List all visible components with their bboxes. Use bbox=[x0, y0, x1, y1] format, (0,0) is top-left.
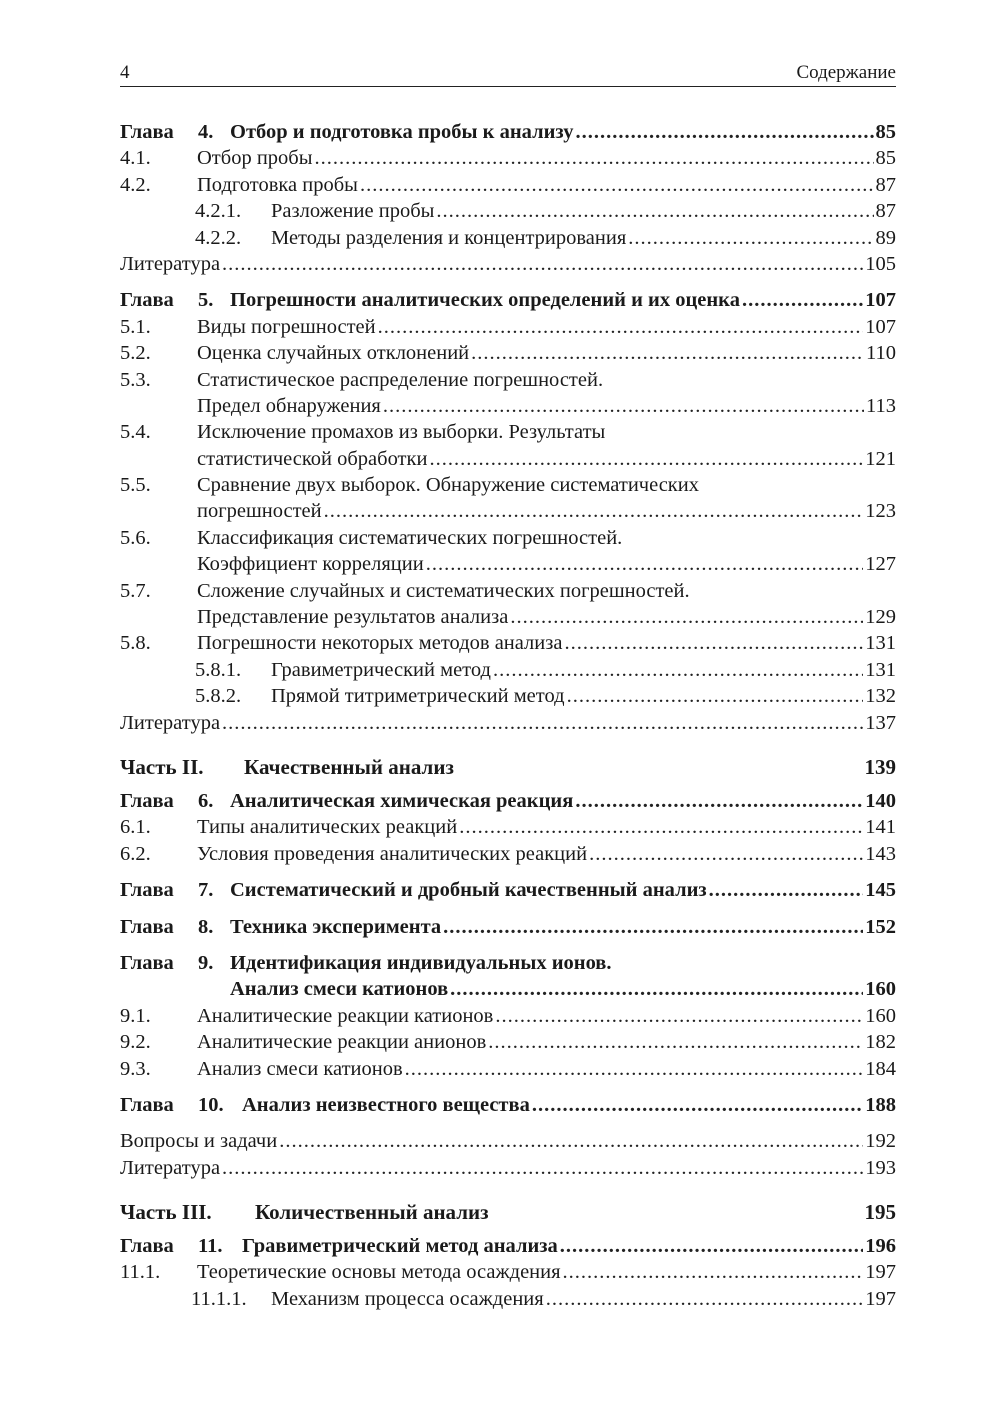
dot-leader bbox=[405, 1056, 864, 1082]
section-number: 5.6. bbox=[120, 526, 151, 549]
toc-section bbox=[120, 419, 896, 445]
dot-leader bbox=[315, 145, 874, 171]
toc-section bbox=[120, 578, 896, 604]
chapter-title: Аналитическая химическая реакция bbox=[230, 789, 574, 812]
toc-chapter bbox=[120, 287, 896, 313]
chapter-title: Отбор и подготовка пробы к анализу bbox=[230, 121, 574, 143]
chapter-page: 152 bbox=[865, 915, 896, 938]
part-page: 195 bbox=[864, 1200, 896, 1225]
section-title: Сравнение двух выборок. Обнаружение систематических bbox=[197, 474, 699, 497]
subsection-title: Механизм процесса осаждения bbox=[271, 1287, 544, 1310]
section-entry bbox=[197, 814, 896, 840]
subsection-number: 5.8.1. bbox=[195, 658, 242, 681]
chapter-page: 107 bbox=[865, 289, 896, 312]
section-number: 5.1. bbox=[120, 315, 151, 338]
section-title: Типы аналитических реакций bbox=[197, 816, 458, 839]
chapter-word: Глава bbox=[120, 789, 174, 812]
section-page: 110 bbox=[866, 342, 896, 365]
section-title: Представление результатов анализа bbox=[197, 606, 509, 629]
section-number: 4.1. bbox=[120, 147, 151, 170]
spacer bbox=[120, 277, 896, 287]
part-word: Часть II. bbox=[120, 754, 204, 779]
section-entry bbox=[197, 551, 896, 577]
section-entry bbox=[197, 1003, 896, 1029]
chapter-page: 140 bbox=[865, 789, 896, 812]
dot-leader bbox=[436, 198, 873, 224]
misc-entry bbox=[120, 1155, 896, 1181]
dot-leader bbox=[567, 683, 864, 709]
dot-leader bbox=[222, 251, 863, 277]
dot-leader bbox=[222, 1155, 863, 1181]
part-title: Качественный анализ bbox=[244, 754, 454, 779]
toc-section bbox=[120, 1003, 896, 1029]
chapter-number: 7. bbox=[198, 879, 214, 902]
toc-subsection bbox=[120, 225, 896, 251]
dot-leader bbox=[222, 710, 863, 736]
spacer bbox=[120, 904, 896, 914]
toc-section bbox=[120, 340, 896, 366]
section-number: 5.5. bbox=[120, 474, 151, 497]
toc-chapter-cont bbox=[120, 976, 896, 1002]
chapter-word: Глава bbox=[120, 289, 174, 312]
misc-page: 105 bbox=[865, 252, 896, 275]
chapter-title: Систематический и дробный качественный анализ bbox=[230, 879, 707, 902]
spacer bbox=[120, 867, 896, 877]
chapter-number: 10. bbox=[198, 1093, 224, 1116]
dot-leader bbox=[488, 1029, 863, 1055]
section-entry bbox=[197, 145, 896, 171]
toc-chapter bbox=[120, 950, 896, 976]
section-page: 85 bbox=[875, 147, 896, 170]
section-title: Исключение промахов из выборки. Результаты bbox=[197, 421, 606, 444]
toc-section bbox=[120, 472, 896, 498]
toc-subsection bbox=[120, 1286, 896, 1312]
subsection-page: 132 bbox=[865, 685, 896, 708]
section-number: 6.2. bbox=[120, 842, 151, 865]
chapter-page: 196 bbox=[865, 1235, 896, 1258]
chapter-entry bbox=[230, 976, 896, 1002]
dot-leader bbox=[709, 877, 864, 903]
subsection-page: 89 bbox=[875, 226, 896, 249]
toc-subsection bbox=[120, 198, 896, 224]
dot-leader bbox=[589, 841, 863, 867]
spacer bbox=[120, 1118, 896, 1128]
section-title: Подготовка пробы bbox=[197, 173, 358, 196]
toc-section-cont bbox=[120, 604, 896, 630]
section-entry bbox=[197, 604, 896, 630]
toc-misc bbox=[120, 710, 896, 736]
section-title: Условия проведения аналитических реакций bbox=[197, 842, 588, 865]
chapter-title: Анализ смеси катионов bbox=[230, 978, 449, 1001]
subsection-entry bbox=[271, 225, 896, 251]
section-number: 9.2. bbox=[120, 1031, 151, 1054]
dot-leader bbox=[443, 914, 863, 940]
misc-title: Литература bbox=[120, 252, 221, 275]
part-title: Количественный анализ bbox=[255, 1200, 489, 1225]
section-title: Теоретические основы метода осаждения bbox=[197, 1261, 561, 1284]
section-title: Аналитические реакции анионов bbox=[197, 1031, 487, 1054]
section-entry bbox=[197, 1259, 896, 1285]
misc-title: Литература bbox=[120, 1156, 221, 1179]
section-number: 9.3. bbox=[120, 1057, 151, 1080]
toc-part bbox=[120, 1195, 896, 1229]
toc-misc bbox=[120, 1155, 896, 1181]
section-page: 123 bbox=[865, 500, 896, 523]
running-title: Содержание bbox=[796, 62, 896, 83]
subsection-title: Разложение пробы bbox=[271, 200, 435, 223]
chapter-entry bbox=[242, 1092, 896, 1118]
toc-section-cont bbox=[120, 551, 896, 577]
dot-leader bbox=[546, 1286, 864, 1312]
dot-leader bbox=[742, 287, 863, 313]
toc-chapter bbox=[120, 1092, 896, 1118]
subsection-number: 4.2.1. bbox=[195, 200, 242, 223]
dot-leader bbox=[575, 788, 863, 814]
section-title: Сложение случайных и систематических погрешностей. bbox=[197, 579, 690, 602]
section-entry bbox=[197, 841, 896, 867]
section-entry bbox=[197, 340, 896, 366]
spacer bbox=[120, 940, 896, 950]
section-entry bbox=[197, 314, 896, 340]
chapter-number: 11. bbox=[198, 1235, 223, 1258]
section-entry bbox=[197, 172, 896, 198]
toc-section bbox=[120, 814, 896, 840]
section-title: Предел обнаружения bbox=[197, 394, 381, 417]
dot-leader bbox=[628, 225, 873, 251]
section-page: 129 bbox=[865, 606, 896, 629]
toc-section bbox=[120, 525, 896, 551]
toc-chapter bbox=[120, 877, 896, 903]
part-page: 139 bbox=[864, 754, 896, 779]
subsection-number: 11.1.1. bbox=[191, 1287, 247, 1310]
section-title: Аналитические реакции катионов bbox=[197, 1004, 494, 1027]
chapter-number: 5. bbox=[198, 289, 214, 312]
chapter-title: Техника эксперимента bbox=[230, 915, 442, 938]
toc-chapter bbox=[120, 788, 896, 814]
section-title: Погрешности некоторых методов анализа bbox=[197, 632, 563, 655]
toc-chapter bbox=[120, 914, 896, 940]
section-entry bbox=[197, 1029, 896, 1055]
toc-section-cont bbox=[120, 446, 896, 472]
toc-section bbox=[120, 172, 896, 198]
subsection-page: 87 bbox=[875, 200, 896, 223]
section-title: Классификация систематических погрешностей. bbox=[197, 526, 623, 549]
misc-title: Вопросы и задачи bbox=[120, 1130, 278, 1153]
section-number: 5.3. bbox=[120, 368, 151, 391]
chapter-title: Идентификация индивидуальных ионов. bbox=[230, 951, 612, 974]
section-number: 5.7. bbox=[120, 579, 151, 602]
dot-leader bbox=[426, 551, 864, 577]
dot-leader bbox=[360, 172, 874, 198]
dot-leader bbox=[563, 1259, 864, 1285]
page-number: 4 bbox=[120, 62, 130, 83]
chapter-page: 188 bbox=[865, 1093, 896, 1116]
chapter-title: Гравиметрический метод анализа bbox=[242, 1235, 558, 1258]
dot-leader bbox=[493, 657, 863, 683]
toc-section bbox=[120, 145, 896, 171]
misc-entry bbox=[120, 1128, 896, 1154]
chapter-entry bbox=[230, 788, 896, 814]
section-page: 131 bbox=[865, 632, 896, 655]
chapter-number: 4. bbox=[198, 121, 214, 143]
table-of-contents bbox=[120, 119, 896, 1312]
section-entry bbox=[197, 446, 896, 472]
misc-page: 193 bbox=[865, 1156, 896, 1179]
section-title: Отбор пробы bbox=[197, 147, 313, 170]
page-header bbox=[120, 58, 896, 87]
dot-leader bbox=[459, 814, 863, 840]
toc-section bbox=[120, 1056, 896, 1082]
section-entry bbox=[197, 1056, 896, 1082]
section-page: 197 bbox=[865, 1261, 896, 1284]
misc-title: Литература bbox=[120, 711, 221, 734]
chapter-word: Глава bbox=[120, 915, 174, 938]
dot-leader bbox=[471, 340, 864, 366]
section-title: Виды погрешностей bbox=[197, 315, 376, 338]
section-page: 184 bbox=[865, 1057, 896, 1080]
chapter-word: Глава bbox=[120, 879, 174, 902]
subsection-page: 197 bbox=[865, 1287, 896, 1310]
toc-section bbox=[120, 367, 896, 393]
toc-section bbox=[120, 841, 896, 867]
toc-subsection bbox=[120, 683, 896, 709]
toc-part bbox=[120, 750, 896, 784]
chapter-entry bbox=[242, 1233, 896, 1259]
section-number: 5.4. bbox=[120, 421, 151, 444]
subsection-entry bbox=[271, 1286, 896, 1312]
chapter-entry bbox=[230, 119, 896, 145]
subsection-entry bbox=[271, 198, 896, 224]
subsection-title: Методы разделения и концентрирования bbox=[271, 226, 627, 249]
toc-section bbox=[120, 314, 896, 340]
spacer bbox=[120, 1082, 896, 1092]
section-entry bbox=[197, 498, 896, 524]
section-number: 6.1. bbox=[120, 816, 151, 839]
dot-leader bbox=[495, 1003, 863, 1029]
dot-leader bbox=[429, 446, 863, 472]
toc-chapter bbox=[120, 1233, 896, 1259]
section-page: 107 bbox=[865, 315, 896, 338]
subsection-page: 131 bbox=[865, 658, 896, 681]
section-page: 141 bbox=[865, 816, 896, 839]
dot-leader bbox=[575, 119, 873, 145]
section-page: 143 bbox=[865, 842, 896, 865]
dot-leader bbox=[378, 314, 864, 340]
subsection-title: Прямой титриметрический метод bbox=[271, 685, 565, 708]
dot-leader bbox=[560, 1233, 863, 1259]
section-page: 87 bbox=[875, 173, 896, 196]
section-page: 113 bbox=[866, 394, 896, 417]
section-number: 5.8. bbox=[120, 632, 151, 655]
section-title: Коэффициент корреляции bbox=[197, 553, 424, 576]
dot-leader bbox=[510, 604, 863, 630]
section-number: 9.1. bbox=[120, 1004, 151, 1027]
toc-chapter bbox=[120, 119, 896, 145]
toc-misc bbox=[120, 251, 896, 277]
dot-leader bbox=[532, 1092, 863, 1118]
toc-subsection bbox=[120, 657, 896, 683]
chapter-number: 9. bbox=[198, 951, 214, 974]
dot-leader bbox=[450, 976, 863, 1002]
chapter-entry bbox=[230, 914, 896, 940]
section-entry bbox=[197, 393, 896, 419]
toc-section bbox=[120, 630, 896, 656]
subsection-entry bbox=[271, 657, 896, 683]
section-title: Оценка случайных отклонений bbox=[197, 342, 470, 365]
section-page: 121 bbox=[865, 447, 896, 470]
chapter-word: Глава bbox=[120, 1093, 174, 1116]
chapter-page: 145 bbox=[865, 879, 896, 902]
chapter-page: 160 bbox=[865, 978, 896, 1001]
section-title: Анализ смеси катионов bbox=[197, 1057, 403, 1080]
toc-section-cont bbox=[120, 498, 896, 524]
chapter-number: 8. bbox=[198, 915, 214, 938]
dot-leader bbox=[383, 393, 864, 419]
toc-section-cont bbox=[120, 393, 896, 419]
toc-section bbox=[120, 1259, 896, 1285]
subsection-title: Гравиметрический метод bbox=[271, 658, 491, 681]
section-title: Статистическое распределение погрешностей. bbox=[197, 368, 604, 391]
chapter-number: 6. bbox=[198, 789, 214, 812]
chapter-title: Анализ неизвестного вещества bbox=[242, 1093, 530, 1116]
chapter-word: Глава bbox=[120, 951, 174, 974]
chapter-entry bbox=[230, 287, 896, 313]
toc-section bbox=[120, 1029, 896, 1055]
misc-page: 192 bbox=[865, 1130, 896, 1153]
subsection-number: 4.2.2. bbox=[195, 226, 242, 249]
section-page: 160 bbox=[865, 1004, 896, 1027]
section-number: 11.1. bbox=[120, 1261, 161, 1284]
chapter-word: Глава bbox=[120, 1235, 174, 1258]
toc-misc bbox=[120, 1128, 896, 1154]
section-title: статистической обработки bbox=[197, 447, 428, 470]
misc-entry bbox=[120, 251, 896, 277]
part-word: Часть III. bbox=[120, 1200, 212, 1225]
subsection-number: 5.8.2. bbox=[195, 685, 242, 708]
dot-leader bbox=[324, 498, 864, 524]
section-number: 5.2. bbox=[120, 342, 151, 365]
subsection-entry bbox=[271, 683, 896, 709]
section-number: 4.2. bbox=[120, 173, 151, 196]
chapter-page: 85 bbox=[875, 121, 896, 143]
section-page: 182 bbox=[865, 1031, 896, 1054]
dot-leader bbox=[279, 1128, 863, 1154]
chapter-title: Погрешности аналитических определений и их оценка bbox=[230, 289, 740, 312]
chapter-word: Глава bbox=[120, 121, 174, 143]
dot-leader bbox=[564, 630, 863, 656]
section-page: 127 bbox=[865, 553, 896, 576]
misc-entry bbox=[120, 710, 896, 736]
misc-page: 137 bbox=[865, 711, 896, 734]
section-entry bbox=[197, 630, 896, 656]
section-title: погрешностей bbox=[197, 500, 322, 523]
chapter-entry bbox=[230, 877, 896, 903]
